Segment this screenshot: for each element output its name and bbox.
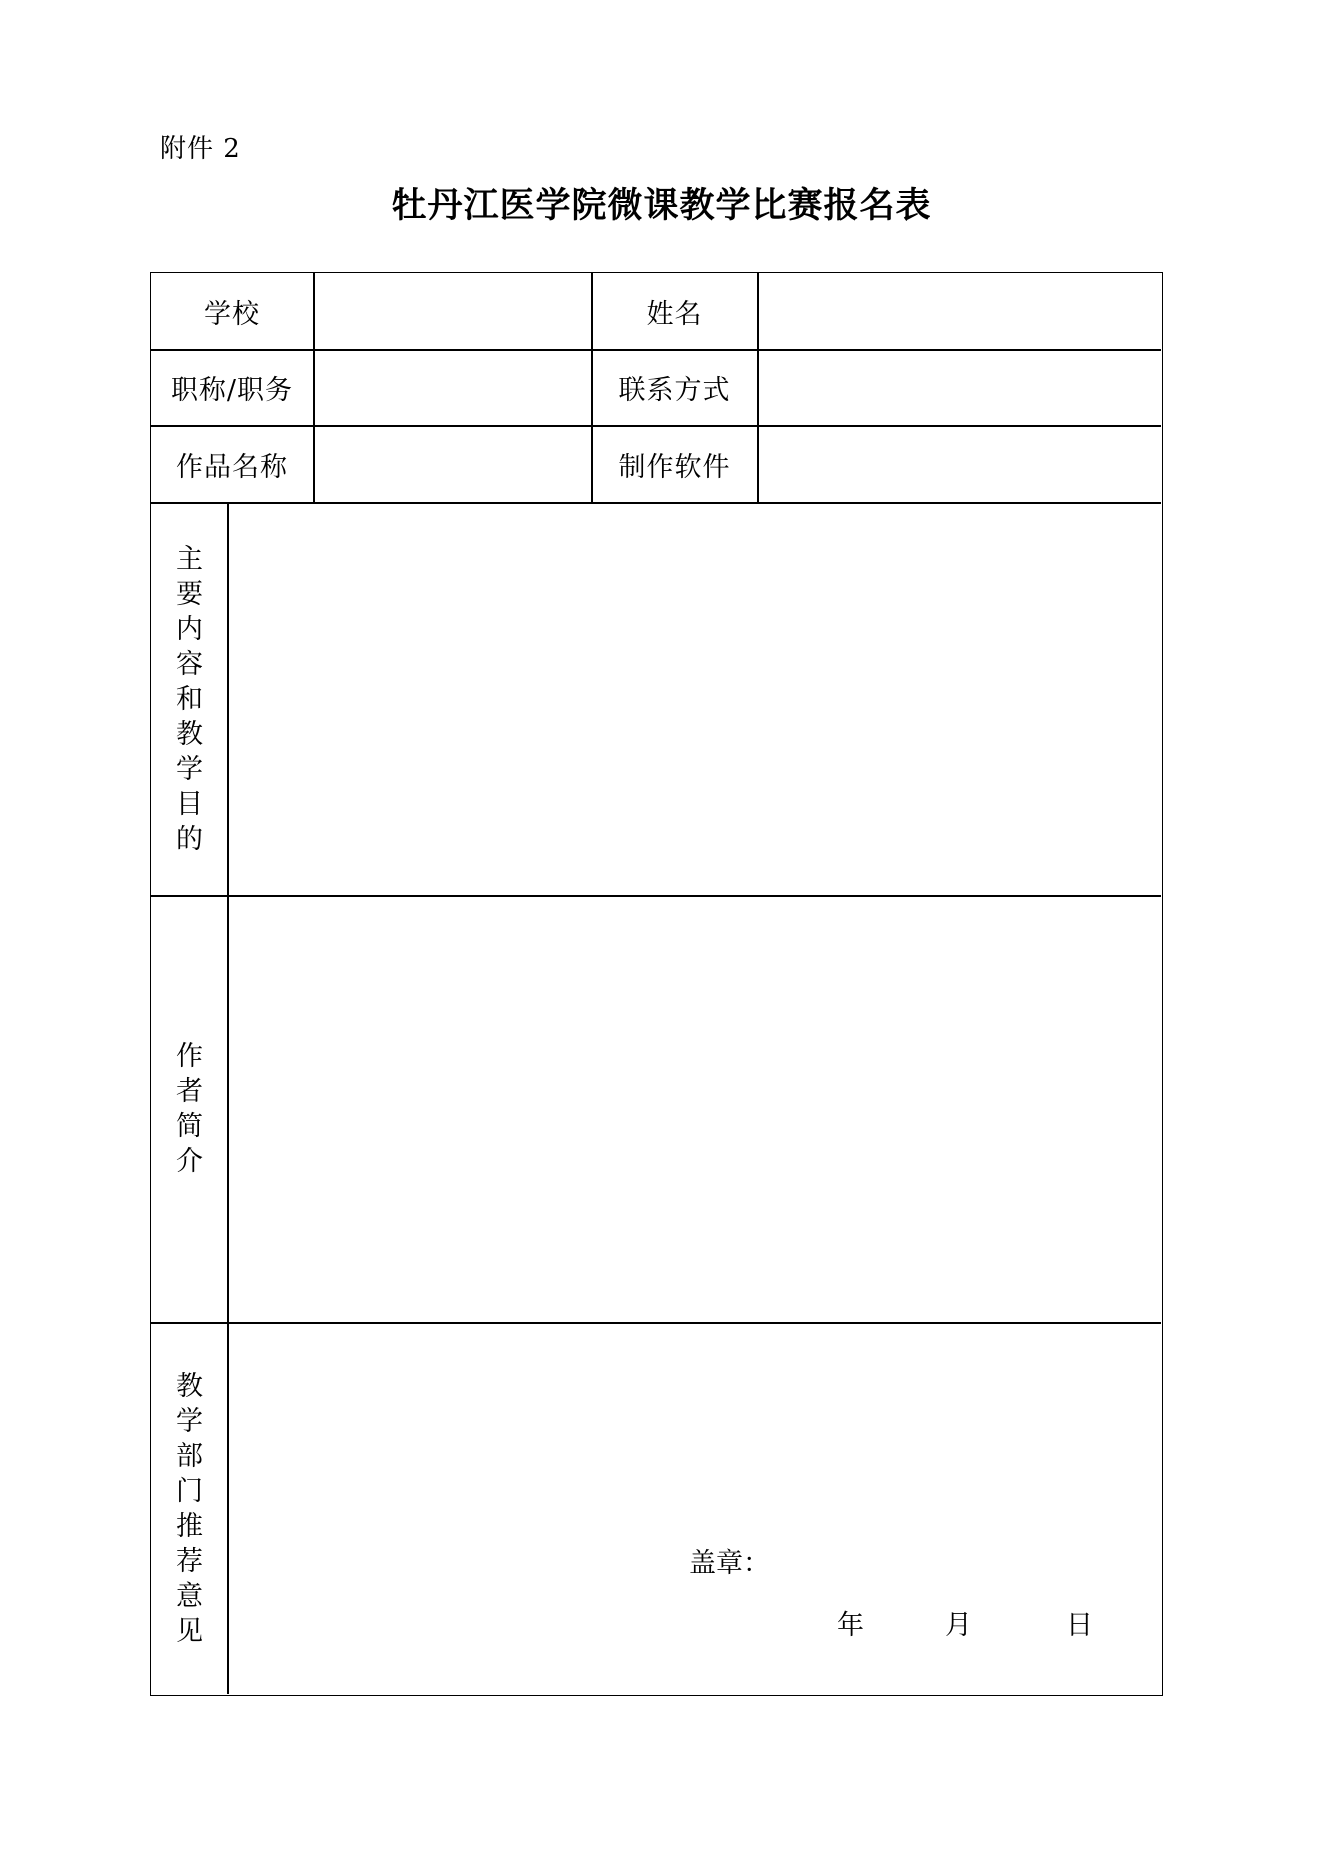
label-char: 推 bbox=[176, 1510, 203, 1542]
name-label: 姓名 bbox=[646, 298, 703, 330]
name-field[interactable] bbox=[758, 273, 1161, 349]
label-char: 容 bbox=[176, 648, 203, 680]
contact-label: 联系方式 bbox=[618, 375, 731, 406]
software-field[interactable] bbox=[758, 426, 1161, 502]
software-label: 制作软件 bbox=[618, 451, 731, 483]
registration-form-table bbox=[150, 272, 1163, 1696]
title-position-field[interactable] bbox=[314, 350, 591, 425]
main-content-label bbox=[151, 503, 228, 895]
seal-label: 盖章： bbox=[689, 1548, 770, 1579]
label-char: 简 bbox=[176, 1111, 203, 1142]
day-label: 日 bbox=[1066, 1610, 1093, 1641]
school-label: 学校 bbox=[204, 298, 260, 330]
label-char: 主 bbox=[176, 543, 203, 575]
label-char: 意 bbox=[176, 1580, 203, 1612]
label-char: 教 bbox=[176, 718, 203, 750]
label-char: 见 bbox=[176, 1615, 203, 1647]
label-char: 介 bbox=[176, 1146, 203, 1177]
label-char: 者 bbox=[176, 1076, 203, 1107]
label-char: 目 bbox=[176, 788, 203, 820]
month-label: 月 bbox=[945, 1610, 972, 1641]
label-char: 教 bbox=[176, 1370, 203, 1402]
work-name-field[interactable] bbox=[314, 426, 591, 502]
label-char: 门 bbox=[176, 1475, 203, 1507]
label-char: 学 bbox=[176, 1405, 203, 1437]
label-char: 学 bbox=[176, 753, 203, 785]
main-content-field[interactable] bbox=[229, 503, 1161, 895]
author-intro-field[interactable] bbox=[229, 896, 1161, 1322]
title-position-label: 职称/职务 bbox=[170, 375, 294, 406]
author-intro-label bbox=[151, 896, 228, 1322]
label-char: 要 bbox=[176, 578, 203, 610]
contact-field[interactable] bbox=[758, 350, 1161, 425]
form-title: 牡丹江医学院微课教学比赛报名表 bbox=[391, 186, 932, 226]
department-recommendation-label bbox=[151, 1323, 228, 1694]
school-field[interactable] bbox=[314, 273, 591, 349]
label-char: 荐 bbox=[176, 1545, 203, 1577]
label-char: 的 bbox=[176, 823, 203, 855]
attachment-label: 附件 2 bbox=[160, 134, 241, 164]
label-char: 作 bbox=[176, 1041, 203, 1072]
label-char: 部 bbox=[176, 1440, 203, 1472]
label-char: 内 bbox=[176, 613, 203, 645]
department-recommendation-field[interactable] bbox=[229, 1323, 1161, 1694]
year-label: 年 bbox=[837, 1610, 864, 1641]
work-name-label: 作品名称 bbox=[176, 451, 288, 483]
label-char: 和 bbox=[176, 683, 203, 715]
